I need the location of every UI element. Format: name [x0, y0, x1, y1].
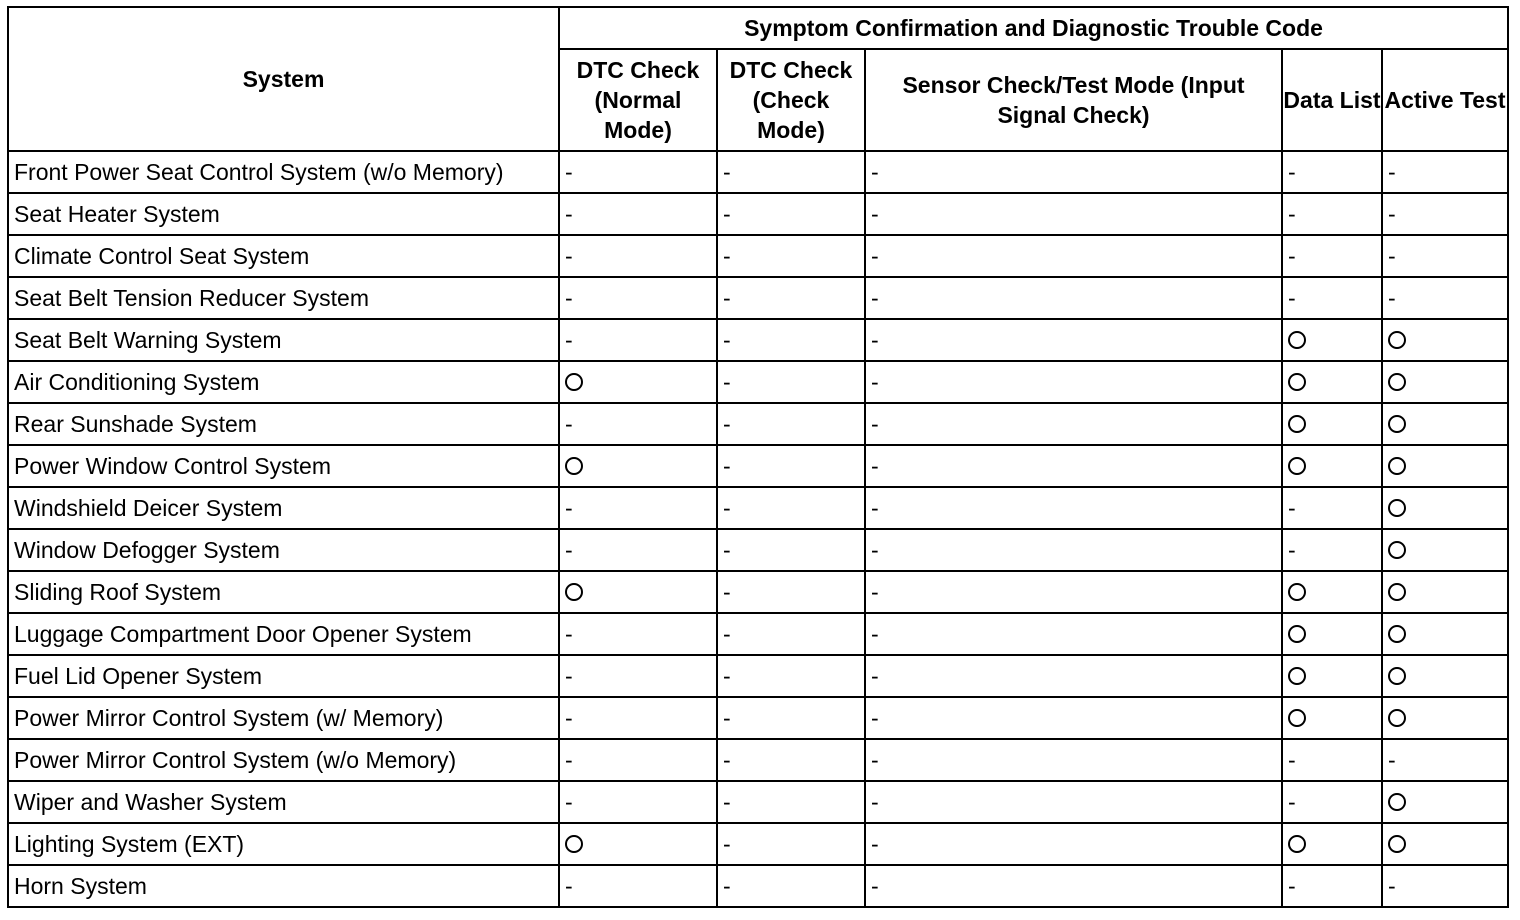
dtc-check-mode-cell	[717, 193, 865, 235]
data-list-cell	[1282, 571, 1382, 613]
sensor-check-cell	[865, 571, 1282, 613]
system-name-cell: Power Window Control System	[8, 445, 559, 487]
table-row	[8, 487, 1508, 529]
not-supported-dash: -	[871, 243, 879, 269]
dtc-normal-mode-cell	[559, 193, 717, 235]
system-name-cell: Window Defogger System	[8, 529, 559, 571]
dtc-check-mode-cell	[717, 487, 865, 529]
dtc-check-mode-cell	[717, 529, 865, 571]
dtc-normal-mode-cell	[559, 319, 717, 361]
table-body	[8, 151, 1508, 907]
data-list-cell	[1282, 235, 1382, 277]
system-name-cell: Rear Sunshade System	[8, 403, 559, 445]
dtc-normal-mode-cell	[559, 781, 717, 823]
table-row	[8, 781, 1508, 823]
supported-circle-icon	[1388, 709, 1406, 727]
system-name-cell: Air Conditioning System	[8, 361, 559, 403]
sensor-check-cell	[865, 277, 1282, 319]
active-test-cell	[1382, 571, 1508, 613]
table-row	[8, 277, 1508, 319]
not-supported-dash: -	[565, 747, 573, 773]
not-supported-dash: -	[871, 411, 879, 437]
data-list-cell	[1282, 613, 1382, 655]
dtc-check-mode-cell	[717, 739, 865, 781]
not-supported-dash: -	[565, 705, 573, 731]
not-supported-dash: -	[565, 663, 573, 689]
dtc-check-mode-cell	[717, 697, 865, 739]
not-supported-dash: -	[565, 495, 573, 521]
data-list-cell	[1282, 403, 1382, 445]
table-row	[8, 193, 1508, 235]
dtc-check-mode-cell	[717, 445, 865, 487]
dtc-check-mode-cell	[717, 319, 865, 361]
supported-circle-icon	[1388, 583, 1406, 601]
not-supported-dash: -	[565, 789, 573, 815]
not-supported-dash: -	[565, 159, 573, 185]
data-list-header: Data List	[1282, 49, 1382, 151]
table-row	[8, 823, 1508, 865]
sensor-check-cell	[865, 151, 1282, 193]
not-supported-dash: -	[1388, 285, 1396, 311]
active-test-cell	[1382, 865, 1508, 907]
not-supported-dash: -	[723, 495, 731, 521]
dtc-check-mode-cell	[717, 823, 865, 865]
system-name-cell: Lighting System (EXT)	[8, 823, 559, 865]
system-name-cell: Windshield Deicer System	[8, 487, 559, 529]
dtc-normal-mode-cell	[559, 529, 717, 571]
active-test-cell	[1382, 613, 1508, 655]
dtc-check-mode-cell	[717, 865, 865, 907]
table-row	[8, 319, 1508, 361]
not-supported-dash: -	[565, 285, 573, 311]
table-row	[8, 235, 1508, 277]
system-name-cell: Sliding Roof System	[8, 571, 559, 613]
dtc-check-mode-cell	[717, 403, 865, 445]
not-supported-dash: -	[1388, 747, 1396, 773]
sensor-check-cell	[865, 739, 1282, 781]
dtc-check-mode-cell	[717, 655, 865, 697]
not-supported-dash: -	[871, 537, 879, 563]
not-supported-dash: -	[1388, 243, 1396, 269]
not-supported-dash: -	[565, 621, 573, 647]
diagnostic-function-table	[7, 6, 1509, 908]
not-supported-dash: -	[871, 369, 879, 395]
supported-circle-icon	[1288, 709, 1306, 727]
not-supported-dash: -	[723, 369, 731, 395]
table-row	[8, 613, 1508, 655]
dtc-check-mode-cell	[717, 235, 865, 277]
not-supported-dash: -	[565, 327, 573, 353]
sensor-check-cell	[865, 445, 1282, 487]
not-supported-dash: -	[565, 243, 573, 269]
active-test-cell	[1382, 781, 1508, 823]
not-supported-dash: -	[723, 831, 731, 857]
dtc-check-mode-cell	[717, 361, 865, 403]
system-name-cell: Seat Heater System	[8, 193, 559, 235]
dtc-normal-mode-cell	[559, 361, 717, 403]
data-list-cell	[1282, 655, 1382, 697]
not-supported-dash: -	[871, 621, 879, 647]
active-test-cell	[1382, 445, 1508, 487]
active-test-cell	[1382, 529, 1508, 571]
system-name-cell: Fuel Lid Opener System	[8, 655, 559, 697]
symptom-confirmation-group-header: Symptom Confirmation and Diagnostic Trouble Code	[559, 7, 1508, 49]
active-test-cell	[1382, 151, 1508, 193]
supported-circle-icon	[1288, 835, 1306, 853]
table-row	[8, 151, 1508, 193]
not-supported-dash: -	[871, 285, 879, 311]
data-list-cell	[1282, 487, 1382, 529]
data-list-cell	[1282, 445, 1382, 487]
data-list-cell	[1282, 529, 1382, 571]
data-list-cell	[1282, 865, 1382, 907]
sensor-check-cell	[865, 529, 1282, 571]
not-supported-dash: -	[565, 873, 573, 899]
sensor-check-cell	[865, 193, 1282, 235]
active-test-cell	[1382, 277, 1508, 319]
supported-circle-icon	[1388, 793, 1406, 811]
dtc-normal-mode-cell	[559, 235, 717, 277]
data-list-cell	[1282, 193, 1382, 235]
active-test-header: Active Test	[1382, 49, 1508, 151]
not-supported-dash: -	[723, 537, 731, 563]
dtc-normal-mode-cell	[559, 571, 717, 613]
supported-circle-icon	[1388, 373, 1406, 391]
dtc-check-check-mode-header: DTC Check (Check Mode)	[717, 49, 865, 151]
system-name-cell: Luggage Compartment Door Opener System	[8, 613, 559, 655]
data-list-cell	[1282, 823, 1382, 865]
data-list-cell	[1282, 319, 1382, 361]
sensor-check-cell	[865, 235, 1282, 277]
system-name-cell: Wiper and Washer System	[8, 781, 559, 823]
dtc-check-mode-cell	[717, 781, 865, 823]
sensor-check-cell	[865, 487, 1282, 529]
dtc-normal-mode-cell	[559, 865, 717, 907]
sensor-check-cell	[865, 319, 1282, 361]
not-supported-dash: -	[871, 327, 879, 353]
not-supported-dash: -	[723, 747, 731, 773]
sensor-check-cell	[865, 781, 1282, 823]
sensor-check-test-mode-header: Sensor Check/Test Mode (Input Signal Check)	[865, 49, 1282, 151]
active-test-cell	[1382, 361, 1508, 403]
table-row	[8, 403, 1508, 445]
system-column-header: System	[8, 7, 559, 151]
dtc-normal-mode-cell	[559, 823, 717, 865]
not-supported-dash: -	[1288, 747, 1296, 773]
supported-circle-icon	[1288, 625, 1306, 643]
supported-circle-icon	[1288, 583, 1306, 601]
active-test-cell	[1382, 235, 1508, 277]
supported-circle-icon	[1288, 331, 1306, 349]
supported-circle-icon	[565, 457, 583, 475]
not-supported-dash: -	[871, 453, 879, 479]
supported-circle-icon	[1288, 457, 1306, 475]
supported-circle-icon	[1288, 373, 1306, 391]
not-supported-dash: -	[1288, 243, 1296, 269]
sensor-check-cell	[865, 613, 1282, 655]
dtc-normal-mode-cell	[559, 487, 717, 529]
supported-circle-icon	[1388, 541, 1406, 559]
sensor-check-cell	[865, 865, 1282, 907]
not-supported-dash: -	[871, 579, 879, 605]
not-supported-dash: -	[1388, 873, 1396, 899]
system-name-cell: Horn System	[8, 865, 559, 907]
dtc-check-mode-cell	[717, 277, 865, 319]
sensor-check-cell	[865, 403, 1282, 445]
not-supported-dash: -	[723, 705, 731, 731]
active-test-cell	[1382, 193, 1508, 235]
table-row	[8, 445, 1508, 487]
not-supported-dash: -	[871, 831, 879, 857]
supported-circle-icon	[1388, 667, 1406, 685]
data-list-cell	[1282, 277, 1382, 319]
system-name-cell: Power Mirror Control System (w/o Memory)	[8, 739, 559, 781]
dtc-normal-mode-cell	[559, 739, 717, 781]
not-supported-dash: -	[1288, 285, 1296, 311]
not-supported-dash: -	[1288, 873, 1296, 899]
table-row	[8, 529, 1508, 571]
not-supported-dash: -	[723, 579, 731, 605]
not-supported-dash: -	[723, 327, 731, 353]
active-test-cell	[1382, 487, 1508, 529]
not-supported-dash: -	[723, 453, 731, 479]
not-supported-dash: -	[871, 789, 879, 815]
system-name-cell: Front Power Seat Control System (w/o Memory)	[8, 151, 559, 193]
data-list-cell	[1282, 739, 1382, 781]
not-supported-dash: -	[871, 495, 879, 521]
table-row	[8, 361, 1508, 403]
not-supported-dash: -	[1288, 495, 1296, 521]
not-supported-dash: -	[1288, 201, 1296, 227]
supported-circle-icon	[565, 583, 583, 601]
supported-circle-icon	[1388, 625, 1406, 643]
not-supported-dash: -	[723, 663, 731, 689]
dtc-normal-mode-cell	[559, 655, 717, 697]
system-name-cell: Seat Belt Tension Reducer System	[8, 277, 559, 319]
active-test-cell	[1382, 655, 1508, 697]
not-supported-dash: -	[723, 873, 731, 899]
not-supported-dash: -	[871, 663, 879, 689]
supported-circle-icon	[1388, 835, 1406, 853]
supported-circle-icon	[1288, 415, 1306, 433]
dtc-normal-mode-cell	[559, 613, 717, 655]
not-supported-dash: -	[1288, 537, 1296, 563]
not-supported-dash: -	[723, 285, 731, 311]
not-supported-dash: -	[871, 747, 879, 773]
not-supported-dash: -	[1288, 159, 1296, 185]
table-row	[8, 865, 1508, 907]
not-supported-dash: -	[871, 201, 879, 227]
active-test-cell	[1382, 403, 1508, 445]
dtc-normal-mode-cell	[559, 403, 717, 445]
not-supported-dash: -	[723, 621, 731, 647]
not-supported-dash: -	[723, 243, 731, 269]
supported-circle-icon	[565, 373, 583, 391]
system-name-cell: Seat Belt Warning System	[8, 319, 559, 361]
not-supported-dash: -	[871, 705, 879, 731]
table-row	[8, 571, 1508, 613]
not-supported-dash: -	[723, 411, 731, 437]
active-test-cell	[1382, 739, 1508, 781]
supported-circle-icon	[1388, 457, 1406, 475]
active-test-cell	[1382, 823, 1508, 865]
not-supported-dash: -	[723, 159, 731, 185]
supported-circle-icon	[1388, 331, 1406, 349]
sensor-check-cell	[865, 697, 1282, 739]
not-supported-dash: -	[565, 411, 573, 437]
not-supported-dash: -	[871, 159, 879, 185]
not-supported-dash: -	[565, 201, 573, 227]
dtc-check-mode-cell	[717, 571, 865, 613]
dtc-normal-mode-cell	[559, 277, 717, 319]
supported-circle-icon	[565, 835, 583, 853]
active-test-cell	[1382, 319, 1508, 361]
not-supported-dash: -	[871, 873, 879, 899]
supported-circle-icon	[1388, 499, 1406, 517]
not-supported-dash: -	[723, 789, 731, 815]
not-supported-dash: -	[1388, 201, 1396, 227]
table-row	[8, 697, 1508, 739]
data-list-cell	[1282, 781, 1382, 823]
dtc-check-mode-cell	[717, 151, 865, 193]
dtc-normal-mode-cell	[559, 151, 717, 193]
system-name-cell: Climate Control Seat System	[8, 235, 559, 277]
data-list-cell	[1282, 697, 1382, 739]
active-test-cell	[1382, 697, 1508, 739]
dtc-normal-mode-cell	[559, 697, 717, 739]
data-list-cell	[1282, 361, 1382, 403]
dtc-check-mode-cell	[717, 613, 865, 655]
supported-circle-icon	[1288, 667, 1306, 685]
data-list-cell	[1282, 151, 1382, 193]
dtc-check-normal-mode-header: DTC Check (Normal Mode)	[559, 49, 717, 151]
table-row	[8, 739, 1508, 781]
sensor-check-cell	[865, 823, 1282, 865]
not-supported-dash: -	[565, 537, 573, 563]
sensor-check-cell	[865, 655, 1282, 697]
dtc-normal-mode-cell	[559, 445, 717, 487]
not-supported-dash: -	[1388, 159, 1396, 185]
table-row	[8, 655, 1508, 697]
not-supported-dash: -	[1288, 789, 1296, 815]
not-supported-dash: -	[723, 201, 731, 227]
supported-circle-icon	[1388, 415, 1406, 433]
system-name-cell: Power Mirror Control System (w/ Memory)	[8, 697, 559, 739]
sensor-check-cell	[865, 361, 1282, 403]
